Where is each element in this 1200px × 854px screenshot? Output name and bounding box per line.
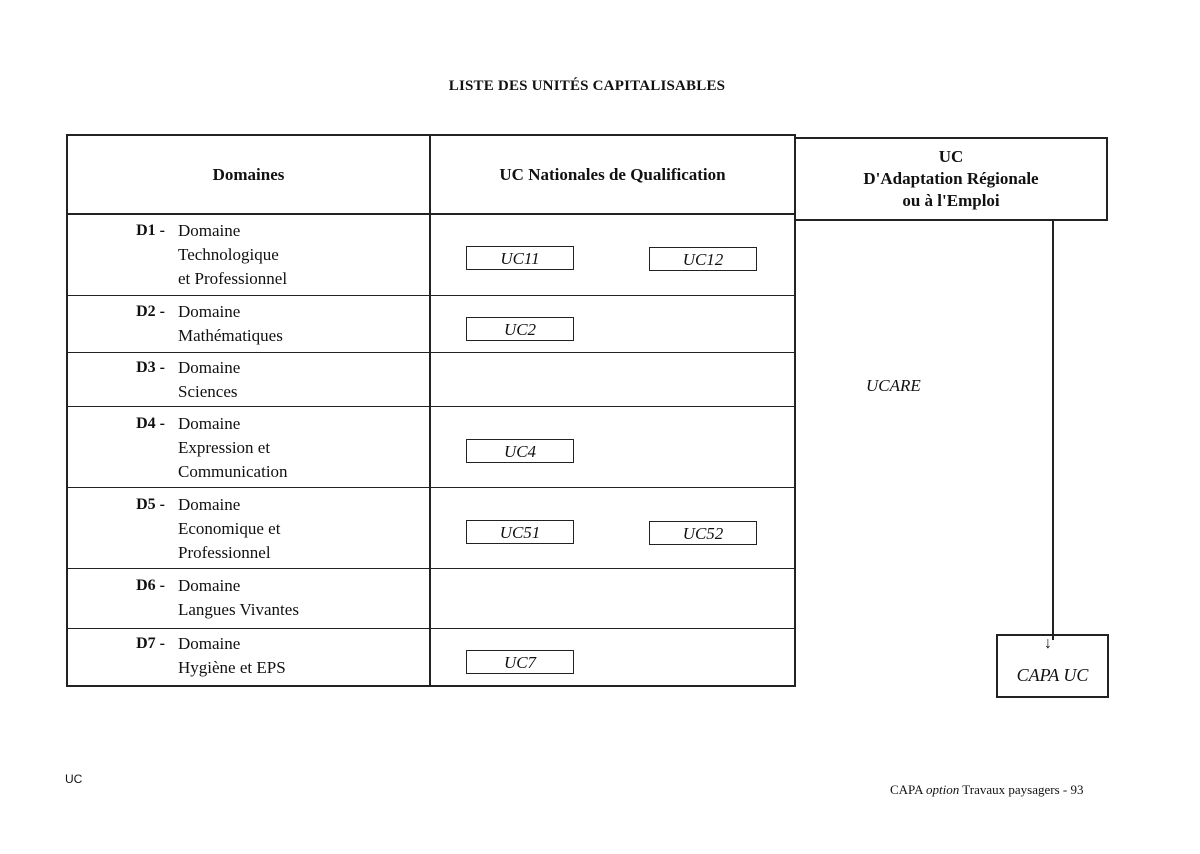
arrow-down-icon: ↓ <box>1044 635 1052 652</box>
header-uc-nationales: UC Nationales de Qualification <box>499 164 726 184</box>
uc-box: UC2 <box>466 317 574 341</box>
domain-code: D5 - <box>136 496 165 513</box>
footer-left: UC <box>65 772 83 786</box>
domain-label: Domaine Langues Vivantes <box>178 576 299 619</box>
uc-box: UC4 <box>466 439 574 463</box>
domain-label: Domaine Economique et Professionnel <box>178 495 281 562</box>
arrow-line <box>1052 221 1054 640</box>
uc-box: UC51 <box>466 520 574 544</box>
domain-code: D1 - <box>136 222 165 239</box>
uc-box: UC11 <box>466 246 574 270</box>
domain-code: D2 - <box>136 303 165 320</box>
domain-label: Domaine Mathématiques <box>178 302 283 345</box>
header-uc-regionale: UC D'Adaptation Régionale ou à l'Emploi <box>863 147 1039 210</box>
domain-code: D7 - <box>136 635 165 652</box>
domain-label: Domaine Hygiène et EPS <box>178 634 286 677</box>
footer-right: CAPA option Travaux paysagers - 93 <box>890 782 1084 797</box>
header-domaines: Domaines <box>212 164 285 184</box>
uc-box: UC12 <box>649 247 757 271</box>
domain-code: D4 - <box>136 415 165 432</box>
domain-label: Domaine Technologique et Professionnel <box>178 221 288 288</box>
uc-box: UC7 <box>466 650 574 674</box>
uc-box: UC52 <box>649 521 757 545</box>
page-title: LISTE DES UNITÉS CAPITALISABLES <box>448 78 726 94</box>
ucare-label: UCARE <box>866 376 921 395</box>
capa-uc-box: CAPA UC <box>996 634 1109 698</box>
domain-code: D6 - <box>136 577 165 594</box>
domain-label: Domaine Sciences <box>178 358 241 401</box>
domain-code: D3 - <box>136 359 165 376</box>
domain-label: Domaine Expression et Communication <box>178 414 288 481</box>
